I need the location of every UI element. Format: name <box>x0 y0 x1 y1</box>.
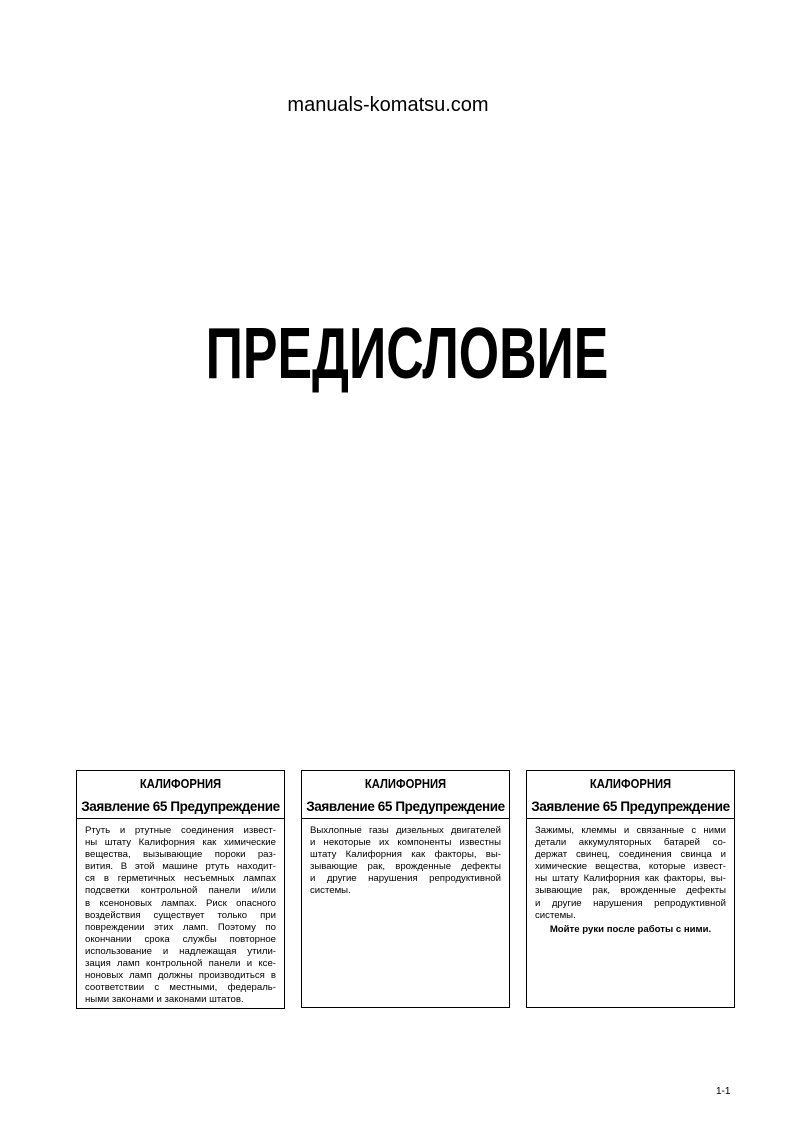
body-line: ны штату Калифорния как факторы, вы- <box>535 873 726 885</box>
box-heading: КАЛИФОРНИЯ <box>139 777 222 791</box>
body-line: и некоторые их компоненты известны <box>310 837 501 849</box>
body-line: ными законами и законами штатов. <box>85 994 244 1006</box>
warning-box-battery <box>526 770 735 1008</box>
body-line: ны штату Калифорния как химические <box>85 837 276 849</box>
wash-hands-note: Мойте руки после работы с ними. <box>549 923 712 935</box>
body-line: и другие нарушения репродуктивной <box>535 897 726 909</box>
page-title: ПРЕДИСЛОВИЕ <box>205 314 609 394</box>
body-line: химические вещества, которые извест- <box>535 861 726 873</box>
box-subheading: Заявление 65 Предупреждение <box>527 799 734 819</box>
page-number: 1-1 <box>716 1086 731 1097</box>
body-line: использование и надлежащая утили- <box>85 945 276 957</box>
body-line: повреждении этих ламп. Поэтому по <box>85 921 276 933</box>
body-line: окончании срока службы повторное <box>85 933 276 945</box>
box-body <box>527 819 734 928</box>
warning-box-exhaust <box>301 770 510 1008</box>
body-line: воздействия существует только при <box>85 909 276 921</box>
body-line: детали аккумуляторных батарей со- <box>535 837 726 849</box>
body-line: Зажимы, клеммы и связанные с ними <box>535 825 726 836</box>
warning-box-mercury <box>76 770 285 1009</box>
box-heading: КАЛИФОРНИЯ <box>364 777 447 791</box>
body-line: в ксеноновых лампах. Риск опасного <box>85 897 276 909</box>
body-line: ся в герметичных несъемных лампах <box>85 873 276 885</box>
body-line: системы. <box>535 909 576 921</box>
box-body <box>302 819 509 904</box>
box-body <box>77 819 284 1012</box>
body-line: системы. <box>310 885 351 897</box>
site-url: manuals-komatsu.com <box>287 94 489 116</box>
body-line: вития. В этой машине ртуть находит- <box>85 861 276 873</box>
body-line: зывающие рак, врожденные дефекты <box>310 861 501 873</box>
body-line: зация ламп контрольной панели и ксе- <box>85 958 276 970</box>
body-line: подсветки контрольной панели и/или <box>85 885 276 897</box>
body-line: вещества, вызывающие пороки раз- <box>85 849 276 861</box>
box-subheading: Заявление 65 Предупреждение <box>302 799 509 819</box>
body-line: ноновых ламп должны производиться в <box>85 970 276 982</box>
box-heading: КАЛИФОРНИЯ <box>589 777 672 791</box>
box-subheading: Заявление 65 Предупреждение <box>77 799 284 819</box>
body-line: Ртуть и ртутные соединения извест- <box>85 825 276 836</box>
body-line: соответствии с местными, федераль- <box>85 982 276 994</box>
body-line: штату Калифорния как факторы, вы- <box>310 849 501 861</box>
body-line: зывающие рак, врожденные дефекты <box>535 885 726 897</box>
body-line: и другие нарушения репродуктивной <box>310 873 501 885</box>
body-line: держат свинец, соединения свинца и <box>535 849 726 861</box>
body-line: Выхлопные газы дизельных двигателей <box>310 825 501 836</box>
